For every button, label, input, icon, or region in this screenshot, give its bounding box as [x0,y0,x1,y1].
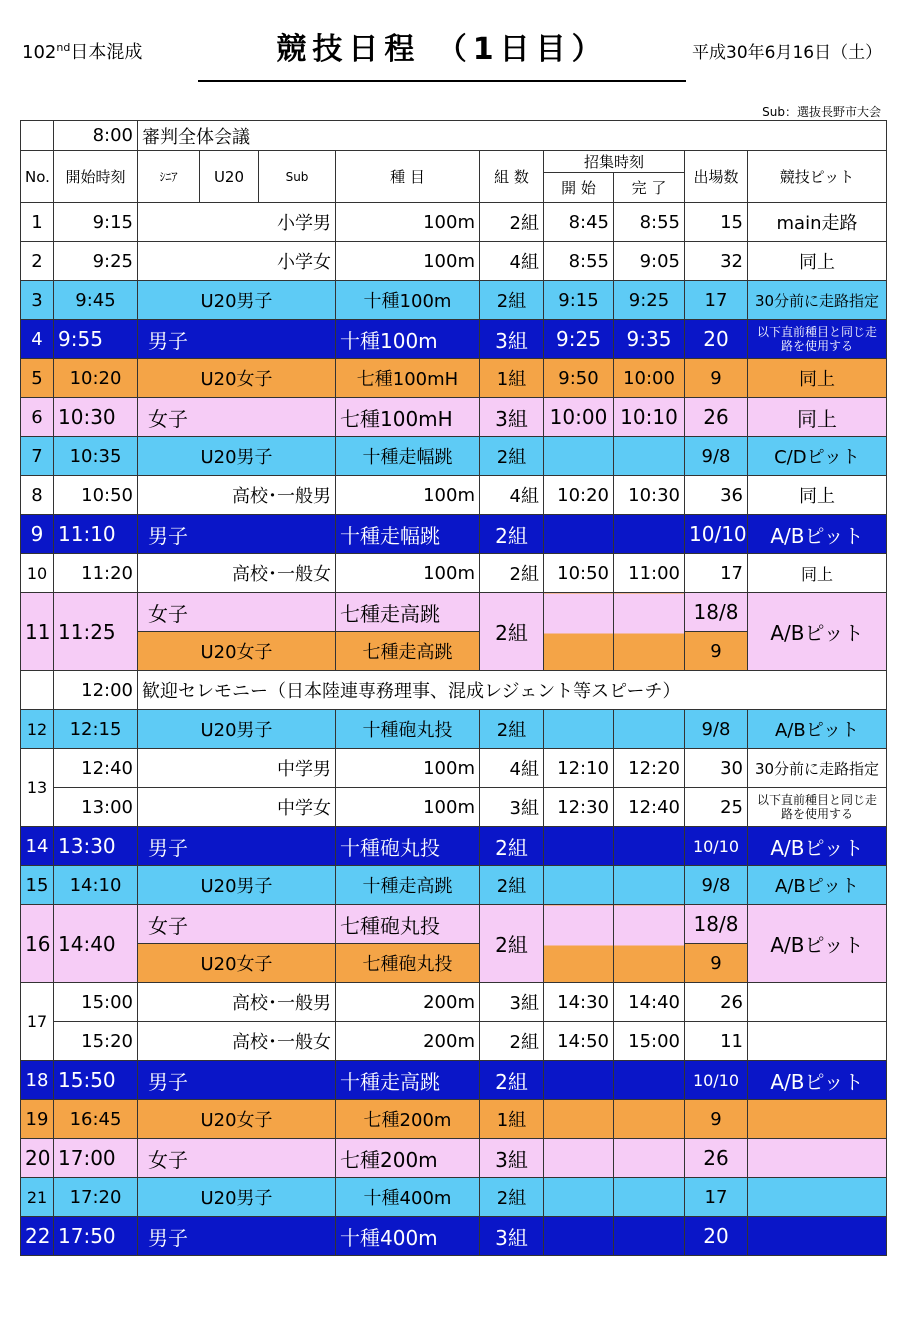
table-row: 16 14:40 女子 七種砲丸投 2組 18/8 A/Bピット [21,905,887,944]
table-row: 18 15:50 男子 十種走高跳 2組 10/10 A/Bピット [21,1061,887,1100]
table-row: 13 12:40 中学男 100m 4組 12:10 12:20 30 30分前に走路指定 [21,749,887,788]
table-row: 9 11:10 男子 十種走幅跳 2組 10/10 A/Bピット [21,515,887,554]
meeting-row [21,121,887,151]
meeting-time: 8:00 [54,121,138,151]
col-call-start: 開 始 [544,173,614,203]
col-call: 招集時刻 [544,151,685,173]
col-pit: 競技ピット [748,151,887,203]
header-row [21,151,887,173]
table-row: 15:20 高校･一般女 200m 2組 14:50 15:00 11 [21,1022,887,1061]
table-row: 7 10:35 U20男子 十種走幅跳 2組 9/8 C/Dピット [21,437,887,476]
table-row: 21 17:20 U20男子 十種400m 2組 17 [21,1178,887,1217]
col-senior: ｼﾆｱ [138,151,200,203]
table-row: 2 9:25 小学女 100m 4組 8:55 9:05 32 同上 [21,242,887,281]
col-sub: Sub [259,151,336,203]
table-row: 13:00 中学女 100m 3組 12:30 12:40 25 以下直前種目と同じ走路を使用する [21,788,887,827]
table-row: 17 15:00 高校･一般男 200m 3組 14:30 14:40 26 [21,983,887,1022]
table-row: 1 9:15 小学男 100m 2組 8:45 8:55 15 main走路 [21,203,887,242]
meeting-text: 審判全体会議 [138,121,887,151]
table-row: 20 17:00 女子 七種200m 3組 26 [21,1139,887,1178]
table-row: 14 13:30 男子 十種砲丸投 2組 10/10 A/Bピット [21,827,887,866]
sub-note: Sub：選抜長野市大会 [762,105,881,119]
col-u20: U20 [200,151,259,203]
col-event: 種 目 [336,151,480,203]
table-row: U20女子 七種走高跳 9 [21,632,887,671]
table-row: 3 9:45 U20男子 十種100m 2組 9:15 9:25 17 30分前に走路指定 [21,281,887,320]
table-row: 10 11:20 高校･一般女 100m 2組 10:50 11:00 17 同上 [21,554,887,593]
col-call-end: 完 了 [614,173,685,203]
meet-name: 102nd日本混成 [22,41,143,63]
page-title: 競技日程 （1日目） [276,32,608,67]
table-row: 5 10:20 U20女子 七種100mH 1組 9:50 10:00 9 同上 [21,359,887,398]
ceremony-row: 12:00 歓迎セレモニー（日本陸連専務理事、混成レジェント等スピーチ） [21,671,887,710]
table-row: U20女子 七種砲丸投 9 [21,944,887,983]
table-row: 19 16:45 U20女子 七種200m 1組 9 [21,1100,887,1139]
table-row: 4 9:55 男子 十種100m 3組 9:25 9:35 20 以下直前種目と同じ走路を使用する [21,320,887,359]
table-row: 8 10:50 高校･一般男 100m 4組 10:20 10:30 36 同上 [21,476,887,515]
table-row: 12 12:15 U20男子 十種砲丸投 2組 9/8 A/Bピット [21,710,887,749]
table-row: 11 11:25 女子 七種走高跳 2組 18/8 A/Bピット [21,593,887,632]
col-no: No. [21,151,54,203]
table-row: 22 17:50 男子 十種400m 3組 20 [21,1217,887,1256]
col-entries: 出場数 [685,151,748,203]
title-underline [198,80,686,82]
table-row: 15 14:10 U20男子 十種走高跳 2組 9/8 A/Bピット [21,866,887,905]
col-groups: 組 数 [480,151,544,203]
date-label: 平成30年6月16日（土） [692,43,883,63]
schedule-table [20,120,887,1256]
col-start: 開始時刻 [54,151,138,203]
table-row: 6 10:30 女子 七種100mH 3組 10:00 10:10 26 同上 [21,398,887,437]
